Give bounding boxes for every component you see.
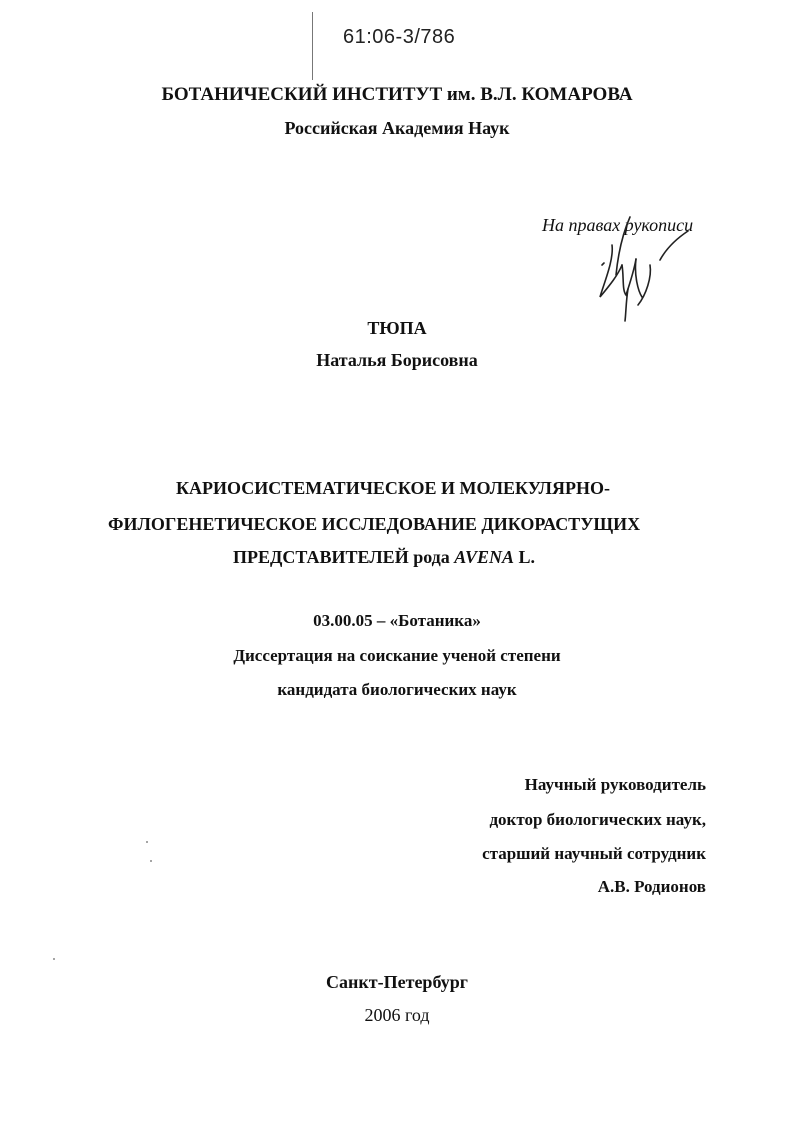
thesis-title-line-1: КАРИОСИСТЕМАТИЧЕСКОЕ И МОЛЕКУЛЯРНО-	[176, 478, 610, 498]
thesis-title-line-3	[233, 547, 535, 568]
supervisor-degree: доктор биологических наук,	[489, 810, 706, 829]
institute-name: БОТАНИЧЕСКИЙ ИНСТИТУТ им. В.Л. КОМАРОВА	[161, 84, 633, 105]
genus-author: L.	[518, 547, 535, 567]
scan-speck	[53, 958, 55, 960]
author-surname: ТЮПА	[367, 318, 427, 338]
academy-name: Российская Академия Наук	[284, 118, 510, 138]
city: Санкт-Петербург	[326, 972, 468, 992]
scan-speck	[150, 860, 152, 862]
title-prefix: ПРЕДСТАВИТЕЛЕЙ рода	[233, 547, 450, 567]
genus-name: AVENA	[454, 547, 514, 567]
author-given-names: Наталья Борисовна	[316, 350, 478, 370]
year: 2006 год	[364, 1005, 430, 1025]
handwritten-signature	[592, 205, 702, 325]
thesis-title-line-2: ФИЛОГЕНЕТИЧЕСКОЕ ИССЛЕДОВАНИЕ ДИКОРАСТУЩИХ	[108, 514, 641, 534]
supervisor-role: Научный руководитель	[524, 775, 706, 794]
degree-line-1: Диссертация на соискание ученой степени	[233, 646, 561, 665]
degree-line-2: кандидата биологических наук	[277, 680, 517, 699]
archive-margin-line	[312, 12, 313, 80]
manuscript-rights-note: На правах рукописи	[542, 215, 694, 235]
scan-speck	[146, 841, 148, 843]
specialty-code: 03.00.05 – «Ботаника»	[313, 611, 481, 630]
archive-code: 61:06-3/786	[343, 26, 456, 48]
supervisor-position: старший научный сотрудник	[482, 844, 706, 863]
supervisor-name: А.В. Родионов	[597, 877, 706, 896]
